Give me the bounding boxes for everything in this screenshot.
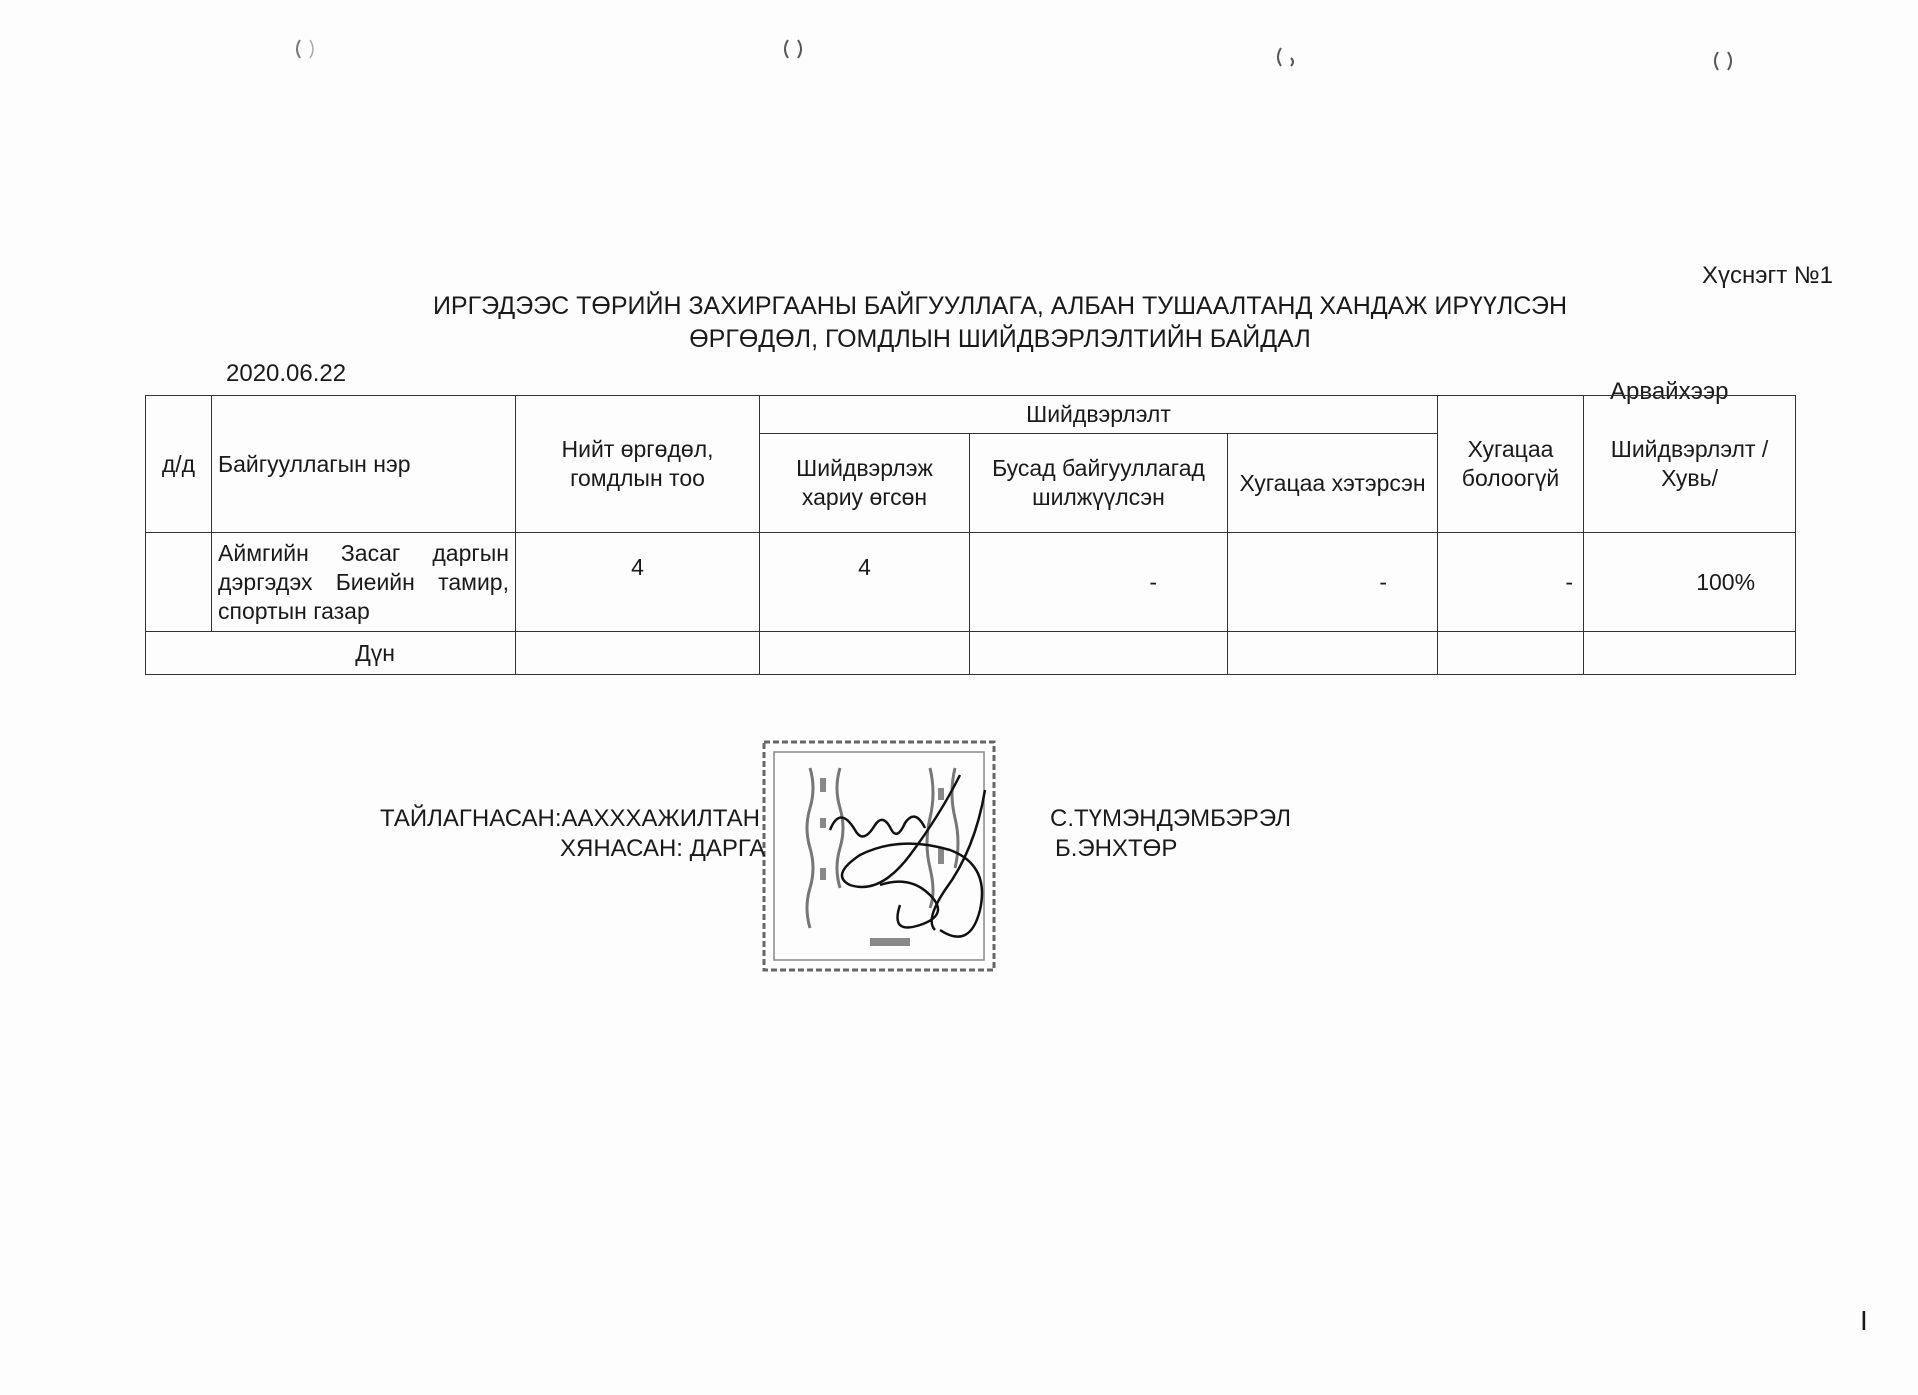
cell-no <box>146 533 212 632</box>
header-percent: Шийдвэрлэлт /Хувь/ <box>1584 396 1796 533</box>
total-row <box>146 632 1796 675</box>
total-cell <box>1584 632 1796 675</box>
reported-by-name: С.ТҮМЭНДЭМБЭРЭЛ <box>1050 805 1292 832</box>
header-org-name: Байгууллагын нэр <box>212 396 516 533</box>
total-cell <box>1228 632 1438 675</box>
header-resolution-group: Шийдвэрлэлт <box>760 396 1438 434</box>
cell-org-name: Аймгийн Засаг даргын дэргэдэх Биеийн тамир, спортын газар <box>212 533 516 632</box>
header-transferred: Бусад байгууллагад шилжүүлсэн <box>970 434 1228 533</box>
title-line-1: ИРГЭДЭЭС ТӨРИЙН ЗАХИРГААНЫ БАЙГУУЛЛАГА, АЛБАН ТУШААЛТАНД ХАНДАЖ ИРҮҮЛСЭН <box>432 292 1568 320</box>
reviewed-by-label: ХЯНАСАН: ДАРГА <box>560 835 766 862</box>
punch-hole-mark <box>780 36 806 62</box>
handwritten-signature <box>820 770 1070 950</box>
cell-overdue: - <box>1228 533 1438 632</box>
title-line-2: ӨРГӨДӨЛ, ГОМДЛЫН ШИЙДВЭРЛЭЛТИЙН БАЙДАЛ <box>689 325 1311 353</box>
table-row <box>146 533 1796 632</box>
total-label: Дүн <box>146 632 516 675</box>
total-cell <box>516 632 760 675</box>
total-cell <box>970 632 1228 675</box>
punch-hole-mark <box>292 36 318 62</box>
total-cell <box>1438 632 1584 675</box>
cell-answered: 4 <box>760 533 970 632</box>
cell-transferred: - <box>970 533 1228 632</box>
reviewed-by-name: Б.ЭНХТӨР <box>1055 835 1178 862</box>
report-place: Арвайхээр <box>1610 378 1729 405</box>
annex-number: Хүснэгт №1 <box>1701 262 1833 289</box>
table-header-row <box>146 396 1796 434</box>
header-answered: Шийдвэрлэж хариу өгсөн <box>760 434 970 533</box>
document-title <box>330 290 1670 356</box>
header-not-due: Хугацаа болоогүй <box>1438 396 1584 533</box>
punch-hole-mark <box>1273 44 1299 70</box>
header-no: д/д <box>146 396 212 533</box>
cell-percent: 100% <box>1584 533 1796 632</box>
header-total: Нийт өргөдөл, гомдлын тоо <box>516 396 760 533</box>
total-cell <box>760 632 970 675</box>
report-date: 2020.06.22 <box>226 360 347 387</box>
punch-hole-mark <box>1710 48 1736 74</box>
resolution-table <box>145 395 1796 675</box>
cell-total: 4 <box>516 533 760 632</box>
reported-by-label: ТАЙЛАГНАСАН:ААХХХАЖИЛТАН <box>380 805 760 832</box>
page-mark: I <box>1860 1305 1868 1336</box>
cell-not-due: - <box>1438 533 1584 632</box>
header-overdue: Хугацаа хэтэрсэн <box>1228 434 1438 533</box>
